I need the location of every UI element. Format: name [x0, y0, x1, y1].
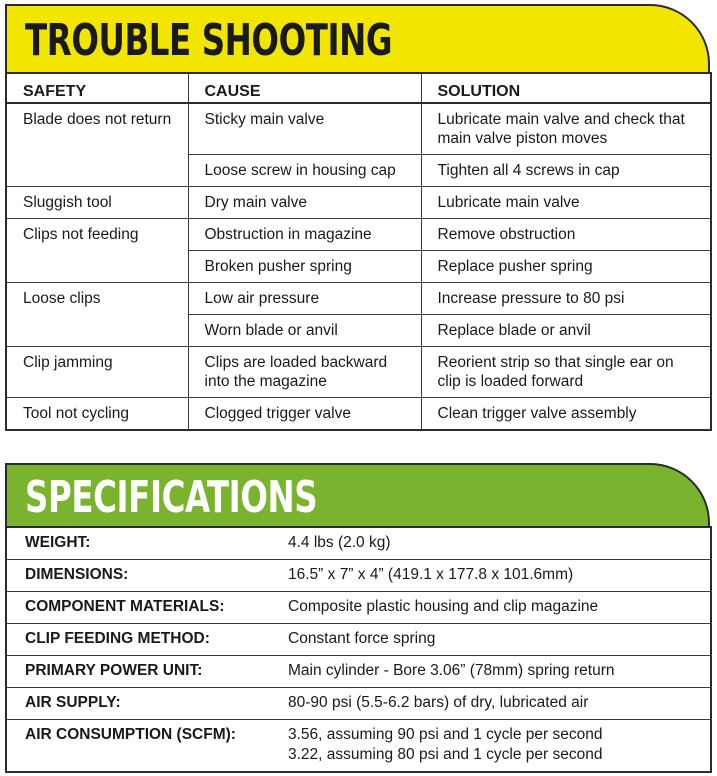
solution-cell: Replace blade or anvil	[421, 315, 711, 347]
solution-cell: Clean trigger valve assembly	[421, 398, 711, 431]
cause-cell: Low air pressure	[188, 283, 421, 315]
spec-label: DIMENSIONS:	[6, 560, 256, 592]
cause-cell: Loose screw in housing cap	[188, 155, 421, 187]
spec-label: WEIGHT:	[6, 527, 256, 560]
solution-cell: Reorient strip so that single ear on clip is loaded forward	[421, 347, 711, 398]
spec-value: 4.4 lbs (2.0 kg)	[256, 527, 711, 560]
spec-value: Constant force spring	[256, 624, 711, 656]
table-row	[6, 103, 711, 155]
problem-cell: Loose clips	[6, 283, 188, 347]
table-row	[6, 187, 711, 219]
table-row	[6, 283, 711, 315]
table-row	[6, 219, 711, 251]
spec-value: Main cylinder - Bore 3.06” (78mm) spring return	[256, 656, 711, 688]
cause-cell: Dry main valve	[188, 187, 421, 219]
solution-cell: Lubricate main valve and check that main valve piston moves	[421, 103, 711, 155]
problem-cell: Blade does not return	[6, 103, 188, 187]
spec-row	[6, 592, 711, 624]
cause-cell: Worn blade or anvil	[188, 315, 421, 347]
spec-label: PRIMARY POWER UNIT:	[6, 656, 256, 688]
spec-row	[6, 527, 711, 560]
column-header-cause: CAUSE	[188, 73, 421, 103]
table-row	[6, 398, 711, 431]
spec-row	[6, 720, 711, 773]
troubleshooting-title: TROUBLE SHOOTING	[25, 15, 393, 66]
solution-cell: Replace pusher spring	[421, 251, 711, 283]
spec-value: Composite plastic housing and clip magazine	[256, 592, 711, 624]
table-header-row	[6, 73, 711, 103]
troubleshooting-table	[5, 72, 712, 431]
column-header-safety: SAFETY	[6, 73, 188, 103]
problem-cell: Sluggish tool	[6, 187, 188, 219]
solution-cell: Remove obstruction	[421, 219, 711, 251]
specifications-table	[5, 526, 712, 773]
solution-cell: Increase pressure to 80 psi	[421, 283, 711, 315]
cause-cell: Sticky main valve	[188, 103, 421, 155]
spec-row	[6, 624, 711, 656]
spec-label: CLIP FEEDING METHOD:	[6, 624, 256, 656]
specifications-banner	[5, 463, 710, 526]
spec-row	[6, 560, 711, 592]
cause-cell: Clips are loaded backward into the magazine	[188, 347, 421, 398]
troubleshooting-banner	[5, 4, 710, 72]
spec-value: 80-90 psi (5.5-6.2 bars) of dry, lubricated air	[256, 688, 711, 720]
spec-value: 3.56, assuming 90 psi and 1 cycle per second 3.22, assuming 80 psi and 1 cycle per second	[256, 720, 711, 773]
spec-row	[6, 656, 711, 688]
cause-cell: Clogged trigger valve	[188, 398, 421, 431]
problem-cell: Clips not feeding	[6, 219, 188, 283]
spec-value: 16.5” x 7” x 4” (419.1 x 177.8 x 101.6mm)	[256, 560, 711, 592]
solution-cell: Lubricate main valve	[421, 187, 711, 219]
problem-cell: Tool not cycling	[6, 398, 188, 431]
specifications-title: SPECIFICATIONS	[25, 472, 318, 523]
spec-label: AIR SUPPLY:	[6, 688, 256, 720]
spec-label: AIR CONSUMPTION (SCFM):	[6, 720, 256, 773]
table-row	[6, 347, 711, 398]
cause-cell: Obstruction in magazine	[188, 219, 421, 251]
solution-cell: Tighten all 4 screws in cap	[421, 155, 711, 187]
spec-row	[6, 688, 711, 720]
cause-cell: Broken pusher spring	[188, 251, 421, 283]
column-header-solution: SOLUTION	[421, 73, 711, 103]
problem-cell: Clip jamming	[6, 347, 188, 398]
spec-label: COMPONENT MATERIALS:	[6, 592, 256, 624]
